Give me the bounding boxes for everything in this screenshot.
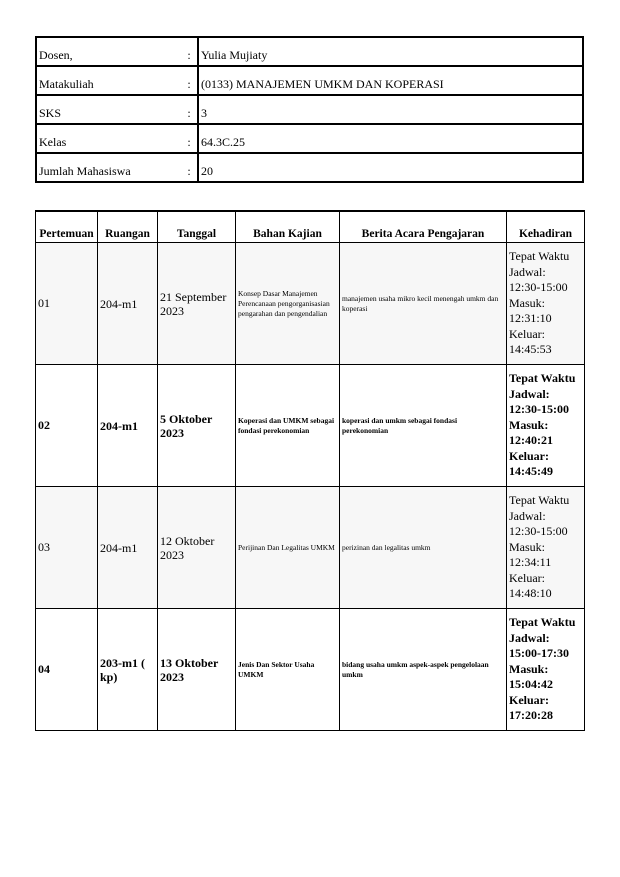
attendance-table <box>35 210 585 731</box>
cell-tanggal: 21 September 2023 <box>158 243 236 365</box>
course-info-table <box>35 36 584 183</box>
cell-berita-acara: manajemen usaha mikro kecil menengah umkm dan koperasi <box>340 243 507 365</box>
info-row <box>36 37 583 66</box>
header-bahan-kajian: Bahan Kajian <box>236 211 340 243</box>
cell-bahan-kajian: Konsep Dasar Manajemen Perencanaan pengorganisasian pengarahan dan pengendalian <box>236 243 340 365</box>
cell-pertemuan: 03 <box>36 487 98 609</box>
header-berita-acara: Berita Acara Pengajaran <box>340 211 507 243</box>
info-label: Jumlah Mahasiswa <box>36 153 181 182</box>
cell-kehadiran: Tepat Waktu Jadwal: 15:00-17:30 Masuk: 15:04:42 Keluar: 17:20:28 <box>507 609 585 731</box>
cell-pertemuan: 01 <box>36 243 98 365</box>
cell-ruangan: 204-m1 <box>98 487 158 609</box>
cell-pertemuan: 02 <box>36 365 98 487</box>
table-row <box>36 487 585 609</box>
table-row <box>36 609 585 731</box>
header-kehadiran: Kehadiran <box>507 211 585 243</box>
cell-tanggal: 5 Oktober 2023 <box>158 365 236 487</box>
info-row <box>36 124 583 153</box>
table-header-row <box>36 211 585 243</box>
info-label: Dosen, <box>36 37 181 66</box>
table-row <box>36 365 585 487</box>
cell-ruangan: 204-m1 <box>98 365 158 487</box>
info-value: 3 <box>198 95 583 124</box>
info-row <box>36 153 583 182</box>
header-ruangan: Ruangan <box>98 211 158 243</box>
cell-ruangan: 203-m1 ( kp) <box>98 609 158 731</box>
cell-pertemuan: 04 <box>36 609 98 731</box>
cell-tanggal: 13 Oktober 2023 <box>158 609 236 731</box>
cell-berita-acara: bidang usaha umkm aspek-aspek pengelolaan umkm <box>340 609 507 731</box>
info-value: 20 <box>198 153 583 182</box>
table-row <box>36 243 585 365</box>
info-separator: : <box>181 153 198 182</box>
info-separator: : <box>181 66 198 95</box>
info-row <box>36 66 583 95</box>
cell-bahan-kajian: Jenis Dan Sektor Usaha UMKM <box>236 609 340 731</box>
info-separator: : <box>181 95 198 124</box>
info-label: SKS <box>36 95 181 124</box>
info-value: Yulia Mujiaty <box>198 37 583 66</box>
cell-tanggal: 12 Oktober 2023 <box>158 487 236 609</box>
cell-kehadiran: Tepat Waktu Jadwal: 12:30-15:00 Masuk: 12:40:21 Keluar: 14:45:49 <box>507 365 585 487</box>
info-label: Kelas <box>36 124 181 153</box>
header-tanggal: Tanggal <box>158 211 236 243</box>
info-label: Matakuliah <box>36 66 181 95</box>
cell-kehadiran: Tepat Waktu Jadwal: 12:30-15:00 Masuk: 12:34:11 Keluar: 14:48:10 <box>507 487 585 609</box>
info-separator: : <box>181 37 198 66</box>
header-pertemuan: Pertemuan <box>36 211 98 243</box>
cell-berita-acara: perizinan dan legalitas umkm <box>340 487 507 609</box>
cell-bahan-kajian: Koperasi dan UMKM sebagai fondasi perekonomian <box>236 365 340 487</box>
cell-bahan-kajian: Perijinan Dan Legalitas UMKM <box>236 487 340 609</box>
cell-kehadiran: Tepat Waktu Jadwal: 12:30-15:00 Masuk: 12:31:10 Keluar: 14:45:53 <box>507 243 585 365</box>
info-value: 64.3C.25 <box>198 124 583 153</box>
info-value: (0133) MANAJEMEN UMKM DAN KOPERASI <box>198 66 583 95</box>
info-separator: : <box>181 124 198 153</box>
cell-ruangan: 204-m1 <box>98 243 158 365</box>
info-row <box>36 95 583 124</box>
cell-berita-acara: koperasi dan umkm sebagai fondasi perekonomian <box>340 365 507 487</box>
